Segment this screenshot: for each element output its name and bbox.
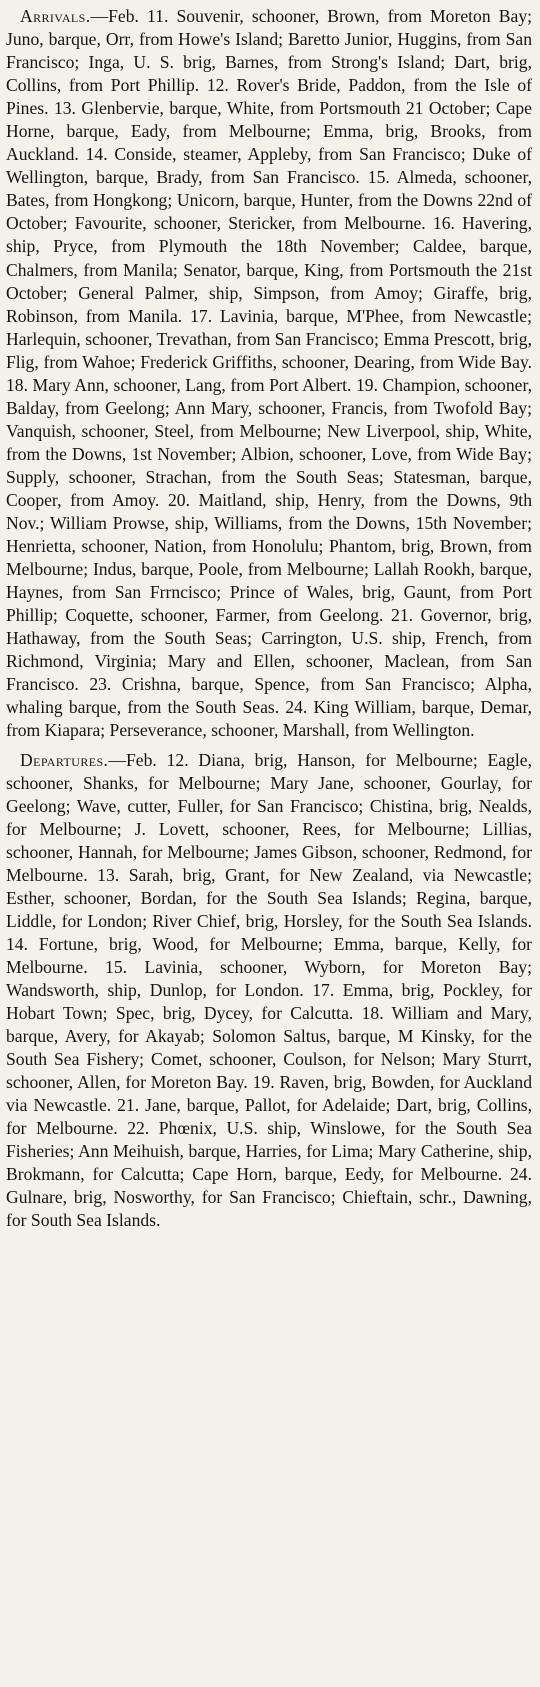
departures-body: —Feb. 12. Diana, brig, Hanson, for Melbourne; Eagle, schooner, Shanks, for Melbourne; Mary Jane, schooner, Gourlay, for Geelong; Wave, cutter, Fuller, for San Francisco; Chistina, brig, Nealds, for Melbourne; J. Lovett, schooner, Rees, for Melbourne; Lillias, schooner, Hannah, for Melbourne; James Gibson, schooner, Redmond, for Melbourne. 13. Sarah, brig, Grant, for New Zealand, via Newcastle; Esther, schooner, Bordan, for the South Sea Islands; Regina, barque, Liddle, for London; River Chief, brig, Horsley, for the South Sea Islands. 14. Fortune, brig, Wood, for Melbourne; Emma, barque, Kelly, for Melbourne. 15. Lavinia, schooner, Wyborn, for Moreton Bay; Wandsworth, ship, Dunlop, for London. 17. Emma, brig, Pockley, for Hobart Town; Spec, brig, Dycey, for Calcutta. 18. William and Mary, barque, Avery, for Akayab; Solomon Saltus, barque, M Kinsky, for the South Sea Fishery; Comet, schooner, Coulson, for Nelson; Mary Sturrt, schooner, Allen, for Moreton Bay. 19. Raven, brig, Bowden, for Auckland via Newcastle. 21. Jane, barque, Pallot, for Adelaide; Dart, brig, Collins, for Melbourne. 22. Phœnix, U.S. ship, Winslowe, for the South Sea Fisheries; Ann Meihuish, barque, Harries, for Lima; Mary Catherine, ship, Brokmann, for Calcutta; Cape Horn, barque, Eedy, for Melbourne. 24. Gulnare, brig, Nosworthy, for San Francisco; Chieftain, schr., Dawning, for South Sea Islands. <box>6 749 532 1231</box>
departures-heading: Departures. <box>20 749 109 770</box>
arrivals-paragraph <box>6 5 532 743</box>
departures-paragraph <box>6 749 532 1233</box>
arrivals-body: —Feb. 11. Souvenir, schooner, Brown, from Moreton Bay; Juno, barque, Orr, from Howe's Island; Baretto Junior, Huggins, from San Francisco; Inga, U. S. brig, Barnes, from Strong's Island; Dart, brig, Collins, from Port Phillip. 12. Rover's Bride, Paddon, from the Isle of Pines. 13. Glenbervie, barque, White, from Portsmouth 21 October; Cape Horne, barque, Eady, from Melbourne; Emma, brig, Brooks, from Auckland. 14. Conside, steamer, Appleby, from San Francisco; Duke of Wellington, barque, Brady, from San Francisco. 15. Almeda, schooner, Bates, from Hongkong; Unicorn, barque, Hunter, from the Downs 22nd of October; Favourite, schooner, Stericker, from Melbourne. 16. Havering, ship, Pryce, from Plymouth the 18th November; Caldee, barque, Chalmers, from Manila; Senator, barque, King, from Portsmouth the 21st October; General Palmer, ship, Simpson, from Amoy; Giraffe, brig, Robinson, from Manila. 17. Lavinia, barque, M'Phee, from Newcastle; Harlequin, schooner, Trevathan, from San Francisco; Emma Prescott, brig, Flig, from Wahoe; Frederick Griffiths, schooner, Dearing, from Wide Bay. 18. Mary Ann, schooner, Lang, from Port Albert. 19. Champion, schooner, Balday, from Geelong; Ann Mary, schooner, Francis, from Twofold Bay; Vanquish, schooner, Steel, from Melbourne; New Liverpool, ship, White, from the Downs, 1st November; Albion, schooner, Love, from Wide Bay; Supply, schooner, Strachan, from the South Seas; Statesman, barque, Cooper, from Amoy. 20. Maitland, ship, Henry, from the Downs, 9th Nov.; William Prowse, ship, Williams, from the Downs, 15th November; Henrietta, schooner, Nation, from Honolulu; Phantom, brig, Brown, from Melbourne; Indus, barque, Poole, from Melbourne; Lallah Rookh, barque, Haynes, from San Frrncisco; Prince of Wales, brig, Gaunt, from Port Phillip; Coquette, schooner, Farmer, from Geelong. 21. Governor, brig, Hathaway, from the South Seas; Carrington, U.S. ship, French, from Richmond, Virginia; Mary and Ellen, schooner, Maclean, from San Francisco. 23. Crishna, barque, Spence, from San Francisco; Alpha, whaling barque, from the South Seas. 24. King William, barque, Demar, from Kiapara; Perseverance, schooner, Marshall, from Wellington. <box>6 6 532 741</box>
arrivals-heading: Arrivals. <box>20 6 91 26</box>
newspaper-column <box>6 0 532 1232</box>
